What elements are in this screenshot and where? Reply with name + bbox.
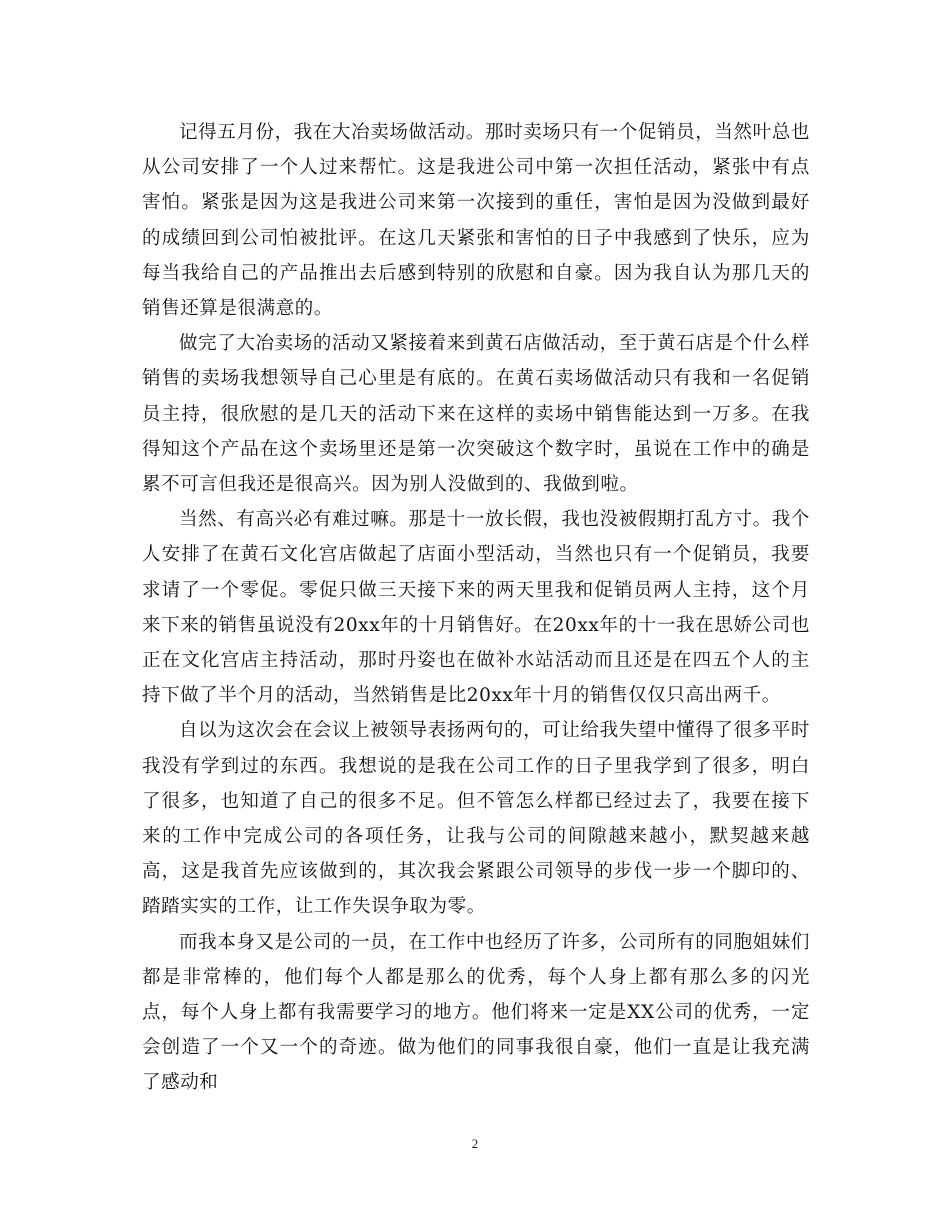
paragraph-4: 自以为这次会在会议上被领导表扬两句的，可让给我失望中懂得了很多平时我没有学到过的东西。我想说的是我在公司工作的日子里我学到了很多，明白了很多，也知道了自己的很多不足。但不管怎么样都已经过去了，我要在接下来的工作中完成公司的各项任务，让我与公司的间隙越来越小，默契越来越高，这是我首先应该做到的，其次我会紧跟公司领导的步伐一步一个脚印的、踏踏实实的工作，让工作失误争取为零。 — [142, 720, 810, 918]
paragraph-2: 做完了大冶卖场的活动又紧接着来到黄石店做活动，至于黄石店是个什么样销售的卖场我想领导自己心里是有底的。在黄石卖场做活动只有我和一名促销员主持，很欣慰的是几天的活动下来在这样的卖场中销售能达到一万多。在我得知这个产品在这个卖场里还是第一次突破这个数字时，虽说在工作中的确是累不可言但我还是很高兴。因为别人没做到的、我做到啦。 — [142, 333, 810, 496]
paragraph-3: 当然、有高兴必有难过嘛。那是十一放长假，我也没被假期打乱方寸。我个人安排了在黄石文化宫店做起了店面小型活动，当然也只有一个促销员，我要求请了一个零促。零促只做三天接下来的两天里我和促销员两人主持，这个月来下来的销售虽说没有20xx年的十月销售好。在20xx年的十一我在思娇公司也正在文化宫店主持活动，那时丹姿也在做补水站活动而且还是在四五个人的主持下做了半个月的活动，当然销售是比20xx年十月的销售仅仅只高出两千。 — [142, 509, 810, 707]
document-body — [142, 115, 810, 1101]
paragraph-1: 记得五月份，我在大冶卖场做活动。那时卖场只有一个促销员，当然叶总也从公司安排了一个人过来帮忙。这是我进公司中第一次担任活动，紧张中有点害怕。紧张是因为这是我进公司来第一次接到的重任，害怕是因为没做到最好的成绩回到公司怕被批评。在这几天紧张和害怕的日子中我感到了快乐，应为每当我给自己的产品推出去后感到特别的欣慰和自豪。因为我自认为那几天的销售还算是很满意的。 — [142, 122, 810, 320]
page-number: 2 — [471, 1136, 479, 1151]
paragraph-5: 而我本身又是公司的一员，在工作中也经历了许多，公司所有的同胞姐妹们都是非常棒的，他们每个人都是那么的优秀，每个人身上都有那么多的闪光点，每个人身上都有我需要学习的地方。他们将来一定是XX公司的优秀，一定会创造了一个又一个的奇迹。做为他们的同事我很自豪，他们一直是让我充满了感动和 — [142, 931, 810, 1094]
